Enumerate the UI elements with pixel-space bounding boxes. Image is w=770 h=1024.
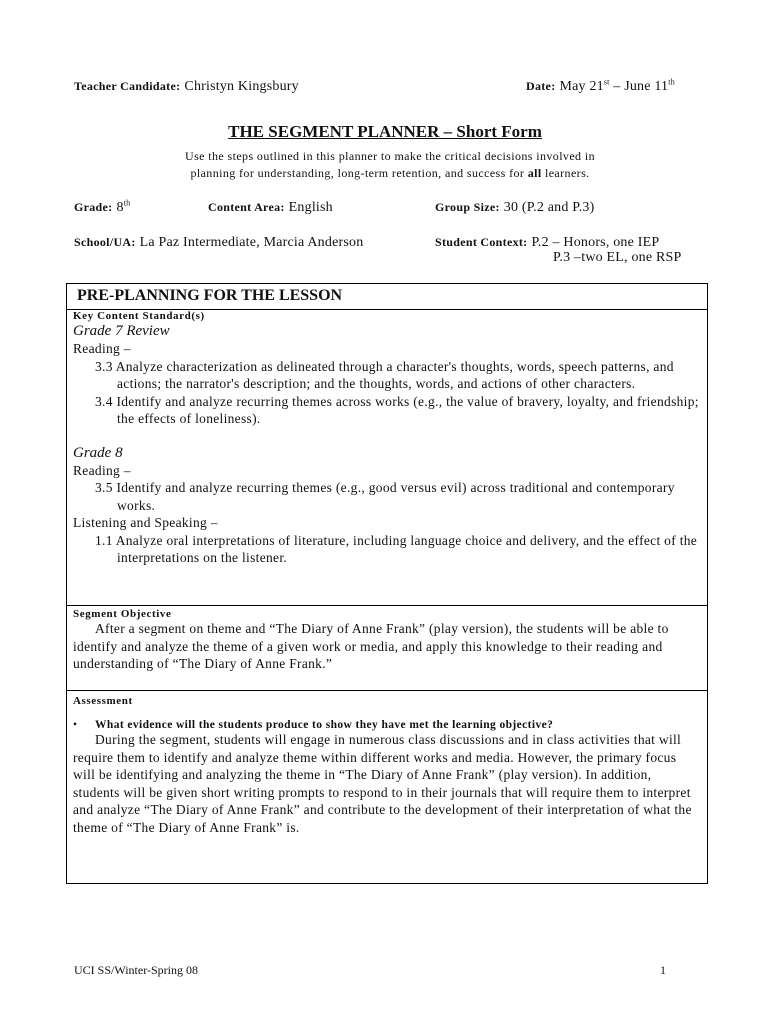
grade8-reading: Reading –	[73, 462, 131, 478]
grade-field: Grade: 8th	[74, 198, 131, 215]
standard-1-1: 1.1 Analyze oral interpretations of literature, including language choice and delivery, and the effect of the interpretations on the listener.	[95, 532, 698, 565]
grade7-heading: Grade 7 Review	[73, 323, 170, 339]
teacher-value: Christyn Kingsbury	[184, 79, 299, 94]
assessment-section	[67, 690, 707, 836]
bullet-icon: •	[73, 719, 78, 731]
date-value: May 21st – June 11th	[559, 77, 675, 94]
assessment-label: Assessment	[73, 695, 133, 707]
teacher-candidate	[74, 77, 299, 95]
standards-section	[67, 309, 707, 567]
footer-left: UCI SS/Winter-Spring 08	[74, 963, 198, 977]
teacher-label: Teacher Candidate:	[74, 79, 181, 93]
assessment-text: During the segment, students will engage in numerous class discussions and in class activities that will require them to identify and analyze theme within different works and media. However, the primary focus will be identifying and analyzing the theme in “The Diary of Anne Frank” (play version). In addition, students will be given short writing prompts to respond to in their journals that will require them to interpret and analyze “The Diary of Anne Frank” and contribute to the development of their interpretation of what the theme of “The Diary of Anne Frank” is.	[73, 732, 692, 835]
preplanning-section	[67, 284, 707, 305]
grade8-heading: Grade 8	[73, 444, 123, 461]
intro-text: Use the steps outlined in this planner to make the critical decisions involved in planning for understanding, long-term retention, and success for all learners.	[185, 149, 595, 180]
planner-box	[66, 283, 708, 884]
preplanning-heading: PRE-PLANNING FOR THE LESSON	[77, 287, 343, 304]
date	[526, 77, 675, 95]
standard-3-4: 3.4 Identify and analyze recurring themes across works (e.g., the value of bravery, loyalty, and friendship; the effects of loneliness).	[95, 393, 699, 426]
page-number: 1	[660, 963, 666, 977]
student-context-field: Student Context: P.2 – Honors, one IEP	[435, 235, 660, 250]
objective-label: Segment Objective	[73, 608, 172, 620]
school-field: School/UA: La Paz Intermediate, Marcia Anderson	[74, 235, 364, 250]
student-context-line2: P.3 –two EL, one RSP	[553, 250, 682, 265]
listening-speaking: Listening and Speaking –	[73, 515, 218, 530]
page-title: THE SEGMENT PLANNER – Short Form	[228, 122, 542, 141]
objective-section	[67, 605, 707, 673]
content-area-field: Content Area: English	[208, 200, 333, 215]
standard-3-5: 3.5 Identify and analyze recurring themes (e.g., good versus evil) across traditional and contemporary works.	[95, 480, 675, 513]
date-label: Date:	[526, 79, 556, 93]
objective-text: After a segment on theme and “The Diary of Anne Frank” (play version), the students will be able to identify and analyze the theme of a given work or media, and apply this knowledge to their reading and understanding of “The Diary of Anne Frank.”	[73, 621, 669, 671]
standard-3-3: 3.3 Analyze characterization as delineated through a character's thoughts, words, speech patterns, and actions; the narrator's description; and the thoughts, words, and actions of other characters.	[95, 358, 674, 391]
assessment-question: • What evidence will the students produce to show they have met the learning objective?	[73, 719, 554, 731]
group-size-field: Group Size: 30 (P.2 and P.3)	[435, 200, 595, 215]
grade7-reading: Reading –	[73, 341, 131, 356]
standards-label: Key Content Standard(s)	[73, 310, 205, 322]
